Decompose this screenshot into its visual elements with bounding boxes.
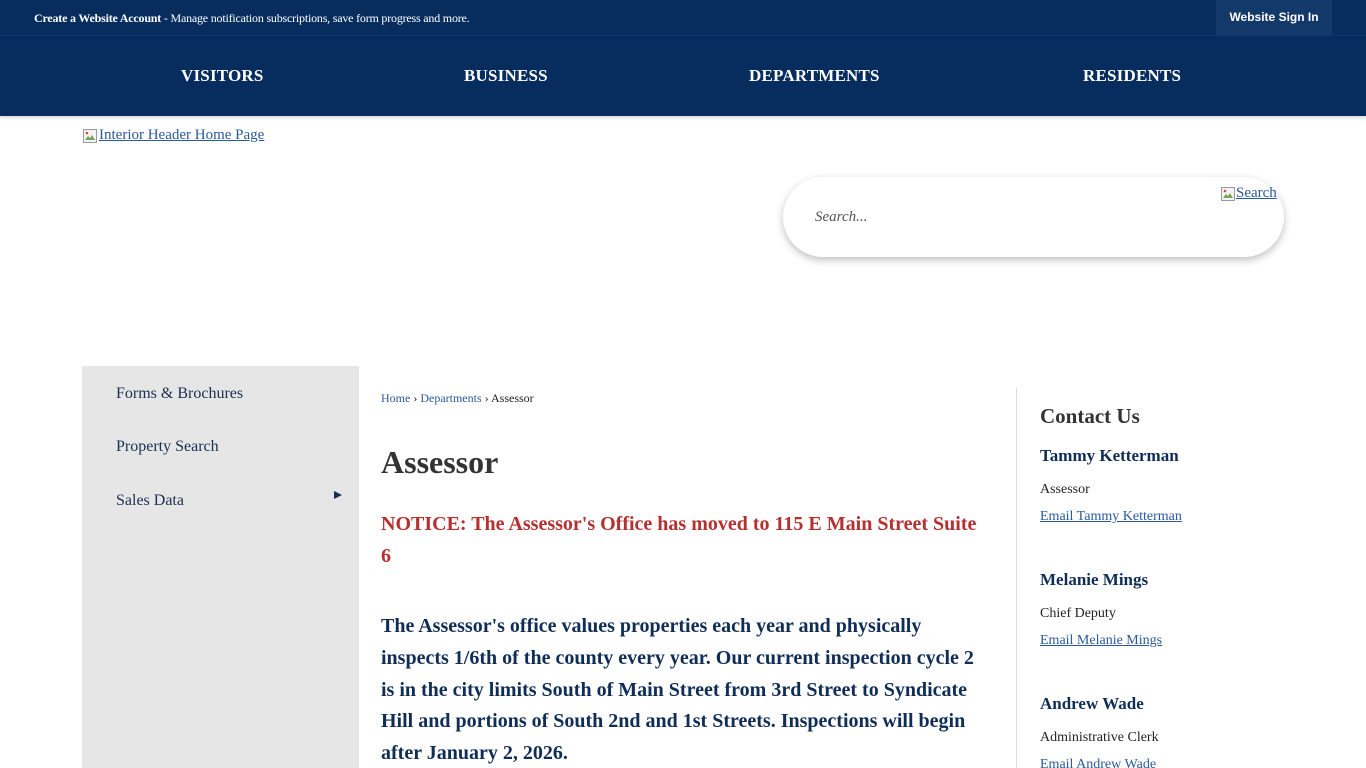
nav-residents[interactable]: RESIDENTS bbox=[1083, 66, 1182, 85]
contact-name: Tammy Ketterman bbox=[1040, 446, 1179, 465]
contact-email-link[interactable]: Email Tammy Ketterman bbox=[1040, 509, 1182, 524]
breadcrumb-separator: › bbox=[410, 391, 421, 405]
sidebar-item-property-search[interactable]: Property Search bbox=[116, 438, 219, 455]
nav-visitors[interactable]: VISITORS bbox=[181, 66, 264, 85]
sidebar-item-forms-brochures[interactable]: Forms & Brochures bbox=[116, 385, 244, 402]
contact-name: Melanie Mings bbox=[1040, 570, 1149, 589]
side-navigation bbox=[82, 366, 359, 768]
account-notice-text: - Manage notification subscriptions, save form progress and more. bbox=[161, 11, 470, 25]
column-divider bbox=[1016, 388, 1017, 768]
contact-role: Chief Deputy bbox=[1040, 606, 1116, 621]
breadcrumb bbox=[381, 391, 534, 406]
breadcrumb-current: Assessor bbox=[490, 391, 534, 405]
contact-email-link[interactable]: Email Melanie Mings bbox=[1040, 633, 1163, 648]
page-title: Assessor bbox=[381, 444, 499, 480]
create-account-link[interactable]: Create a Website Account bbox=[34, 11, 162, 25]
contact-us-heading: Contact Us bbox=[1040, 404, 1140, 428]
header-home-link[interactable] bbox=[82, 127, 264, 144]
contact-role: Assessor bbox=[1040, 482, 1090, 497]
utility-bar bbox=[0, 0, 1366, 35]
contact-email-link[interactable]: Email Andrew Wade bbox=[1040, 757, 1157, 768]
breadcrumb-departments[interactable]: Departments bbox=[420, 391, 482, 405]
search-container bbox=[783, 177, 1284, 257]
search-icon bbox=[1220, 186, 1236, 202]
breadcrumb-home[interactable]: Home bbox=[381, 391, 411, 405]
search-button-alt-text: Search bbox=[1236, 185, 1277, 201]
breadcrumb-separator: › bbox=[481, 391, 491, 405]
header-logo-alt-text: Interior Header Home Page bbox=[99, 127, 265, 143]
sign-in-button[interactable]: Website Sign In bbox=[1216, 0, 1332, 35]
sidebar-item-sales-data[interactable]: Sales Data bbox=[116, 492, 184, 509]
main-navigation bbox=[0, 35, 1366, 116]
assessor-description: The Assessor's office values properties each year and physically inspects 1/6th of the county every year. Our current inspection cycle 2 is in the city limits South of Main Street from 3rd Street to Syndicate Hill and portions of South 2nd and 1st Streets. Inspections will begin after January 2, 2026. bbox=[381, 615, 974, 765]
relocation-notice: NOTICE: The Assessor's Office has moved to 115 E Main Street Suite 6 bbox=[381, 513, 977, 567]
search-input[interactable] bbox=[815, 205, 1195, 229]
contact-name: Andrew Wade bbox=[1040, 694, 1144, 713]
nav-business[interactable]: BUSINESS bbox=[464, 66, 548, 85]
submenu-arrow-icon[interactable] bbox=[334, 491, 342, 499]
account-notice bbox=[34, 11, 469, 26]
broken-image-icon bbox=[82, 128, 98, 144]
nav-departments[interactable]: DEPARTMENTS bbox=[749, 66, 880, 85]
contact-role: Administrative Clerk bbox=[1040, 730, 1159, 745]
search-button[interactable] bbox=[1220, 185, 1277, 202]
